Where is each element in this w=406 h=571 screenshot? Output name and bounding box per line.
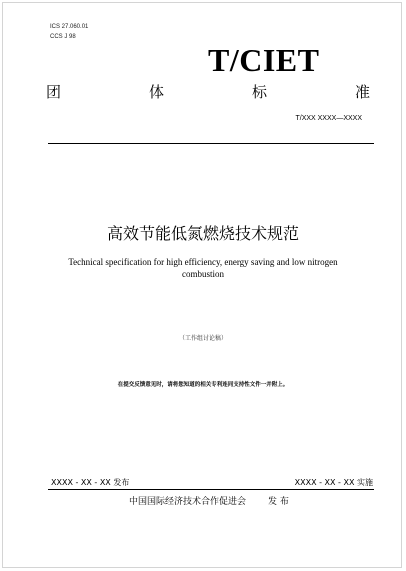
title-english-line: combustion: [182, 269, 224, 279]
publish-label: 发 布: [268, 497, 289, 507]
title-english: [0, 256, 406, 280]
document-number: T/XXX XXXX—XXXX: [295, 115, 362, 122]
patent-notice: 在提交反馈意见时，请将您知道的相关专利连同支持性文件一并附上。: [117, 382, 289, 388]
publisher-name: 中国国际经济技术合作促进会: [129, 497, 247, 507]
footer-divider: [48, 489, 374, 490]
standard-type-char: 标: [251, 83, 267, 101]
brand-logo-text: T/CIET: [208, 42, 320, 78]
title-chinese: 高效节能低氮燃烧技术规范: [106, 224, 299, 243]
title-english-line: Technical specification for high efficiency, energy saving and low nitrogen: [68, 257, 338, 267]
ccs-code: CCS J 98: [50, 34, 76, 40]
publish-date: XXXX - XX - XX 发布: [51, 478, 130, 487]
standard-type-char: 准: [354, 83, 370, 101]
standard-type-char: 团: [46, 83, 62, 101]
draft-stage: （工作组讨论稿）: [178, 335, 227, 342]
standard-type-char: 体: [148, 83, 164, 101]
ics-code: ICS 27.060.01: [50, 24, 89, 30]
header-divider: [48, 143, 374, 144]
standard-type: [46, 81, 370, 102]
implement-date: XXXX - XX - XX 实施: [294, 478, 373, 487]
